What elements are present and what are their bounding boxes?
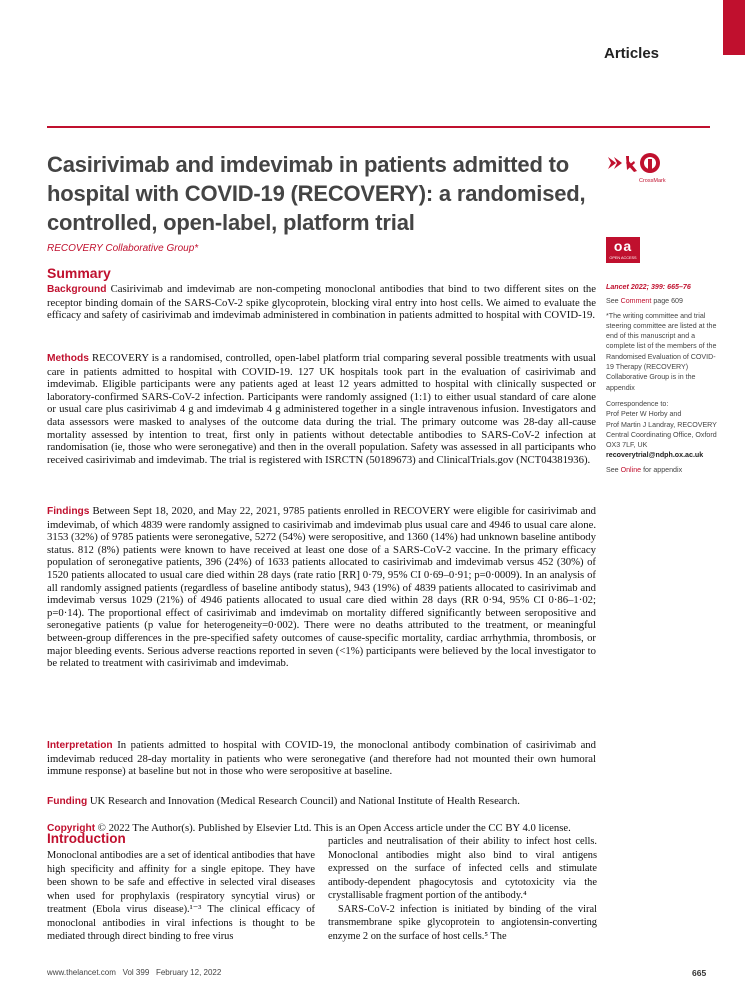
citation: Lancet 2022; 399: 665–76 (606, 283, 691, 291)
see-appendix: See Online for appendix (606, 465, 683, 474)
author-group: RECOVERY Collaborative Group* (47, 243, 199, 254)
section-label: Articles (604, 45, 660, 62)
summary-methods (47, 352, 596, 466)
oa-sub-label: OPEN ACCESS (609, 256, 637, 260)
background-text: Casirivimab and imdevimab are non-competing monoclonal antibodies that bind to two different sites on the receptor binding domain of the SARS-CoV-2 spike glycoprotein, blocking viral entry into host cells. We aimed to evaluate the efficacy and safety of casirivimab and imdevimab administered in combination in patients admitted to hospital with COVID-19. (47, 283, 597, 322)
findings-text: Between Sept 18, 2020, and May 22, 2021, 9785 patients enrolled in RECOVERY were eligible for casirivimab and imdevimab, of which 4839 were randomly assigned to casirivimab and imdevimab plus usual care and 4946 to usual care alone. 3153 (32%) of 9785 patients were seronegative, 5272 (54%) were seropositive, and 1360 (14%) had unknown baseline antibody status. 812 (8%) patients were known to have received at least one dose of a SARS-CoV-2 vaccine. In the primary efficacy population of seronegative patients, 396 (24%) of 1633 patients allocated to casirivimab and imdevimab versus 452 (30%) of 1520 patients allocated to usual care died within 28 days (rate ratio [RR] 0·79, 95% CI 0·69–0·91; p=0·0009). In an analysis of all randomly assigned patients (regardless of baseline antibody status), 943 (19%) of 4839 patients allocated to casirivimab and imdevimab versus 1029 (21%) of 4946 patients allocated to usual care died within 28 days (RR 0·94, 95% CI 0·86–1·02; p=0·14). The proportional effect of casirivimab and imdevimab on mortality differed significantly between seropositive and seronegative patients (p value for heterogeneity=0·002). There were no deaths attributed to the treatment, or meaningful between-group differences in the pre-specified safety outcomes of cause-specific mortality, cardiac arrhythmia, thrombosis, or major bleeding events. Serious adverse reactions reported in seven (<1%) participants were believed by the local investigator to be related to treatment with casirivimab and imdevimab. (47, 505, 597, 670)
footer-journal-info: www.thelancet.com Vol 399 February 12, 2022 (47, 968, 222, 977)
introduction-left-column: Monoclonal antibodies are a set of identical antibodies that have high specificity and affinity for a single epitope. They have been shown to be safe and effective in selected viral diseases when used for prophylaxis (respiratory syncytial virus) or treatment (Ebola virus disease).¹⁻³ The clinical efficacy of monoclonal antibodies in viral infections is thought to be mediated through direct binding to free virus (47, 850, 315, 942)
methods-label: Methods (47, 353, 89, 364)
correspondence-email[interactable]: recoverytrial@ndph.ox.ac.uk (606, 451, 704, 460)
methods-text: RECOVERY is a randomised, controlled, open-label platform trial comparing several possible treatments with usual care in patients admitted to hospital with COVID-19. 127 UK hospitals took part in the evaluation of casirivimab and imdevimab. Eligible participants were any patients aged at least 12 years admitted to hospital with clinically suspected or laboratory-confirmed SARS-CoV-2 infection. Participants were randomly assigned (1:1) to either usual standard of care alone or usual care plus casirivimab 4 g and imdevimab 4 g administered together in a single intravenous infusion. Investigators and data assessors were masked to analyses of the outcome data during the trial. The primary outcome was 28-day all-cause mortality assessed by intention to treat, first only in patients without detectable antibodies to SARS-CoV-2 infection at randomisation (ie, those who were seronegative) and then in the overall population. Safety was assessed in all participants who received casirivimab and imdevimab. The trial is registered with ISRCTN (50189673) and ClinicalTrials.gov (NCT04381936). (47, 352, 596, 466)
introduction-heading: Introduction (47, 831, 126, 846)
crossmark-logo[interactable] (606, 151, 681, 186)
correspondence-name: Prof Peter W Horby and (606, 410, 682, 419)
findings-label: Findings (47, 506, 90, 517)
page-number: 665 (692, 968, 707, 978)
writing-committee-note: *The writing committee and trial steering committee are listed at the end of this manuscript and a complete list of the members of the Randomised Evaluation of COVID-19 Therapy (RECOVERY) Collaborative Group is in the appendix (606, 311, 717, 392)
article-title: Casirivimab and imdevimab in patients admitted to hospital with COVID-19 (RECOVERY): a randomised, controlled, open-label, platform trial (47, 152, 586, 235)
margin-sidebar (606, 282, 718, 475)
copyright-label: Copyright (47, 823, 96, 834)
copyright-text: © 2022 The Author(s). Published by Elsevier Ltd. This is an Open Access article under the CC BY 4.0 license. (97, 822, 571, 834)
summary-copyright (47, 822, 596, 836)
correspondence-label: Correspondence to: (606, 399, 669, 408)
summary-findings (47, 505, 596, 670)
introduction-right-column (328, 835, 597, 943)
interpretation-text: In patients admitted to hospital with COVID-19, the monoclonal antibody combination of casirivimab and imdevimab reduced 28-day mortality in patients who were seronegative (and therefore had not mounted their own humoral immune response) at baseline but not in those who were seropositive at baseline. (47, 739, 596, 778)
crossmark-label: CrossMark (639, 178, 666, 184)
interpretation-label: Interpretation (47, 740, 113, 751)
funding-label: Funding (47, 796, 88, 807)
summary-background (47, 283, 596, 322)
oa-label: oa (613, 238, 633, 254)
summary-funding (47, 795, 596, 809)
header-rule (47, 126, 710, 128)
correspondence-address: Prof Martin J Landray, RECOVERY Central Coordinating Office, Oxford OX3 7LF, UK (606, 420, 717, 450)
background-label: Background (47, 284, 107, 295)
summary-heading: Summary (47, 265, 111, 281)
appendix-link[interactable]: Online (620, 465, 642, 474)
open-access-badge (606, 237, 640, 263)
side-color-strip (723, 0, 745, 55)
introduction-paragraph: SARS-CoV-2 infection is initiated by binding of the viral transmembrane spike glycoprotein to angiotensin-converting enzyme 2 on the surface of host cells.⁵ The (328, 903, 597, 942)
introduction-paragraph: particles and neutralisation of their ability to infect host cells. Monoclonal antibodies might also bind to viral antigens expressed on the surface of infected cells and stimulate antibody-dependent phagocytosis and cytotoxicity via the crystallisable fragment portion of the antibody.⁴ (328, 836, 597, 901)
summary-interpretation (47, 739, 596, 778)
see-comment: See Comment page 609 (606, 297, 683, 306)
comment-link[interactable]: Comment (620, 297, 652, 306)
funding-text: UK Research and Innovation (Medical Research Council) and National Institute of Health Research. (89, 795, 520, 807)
